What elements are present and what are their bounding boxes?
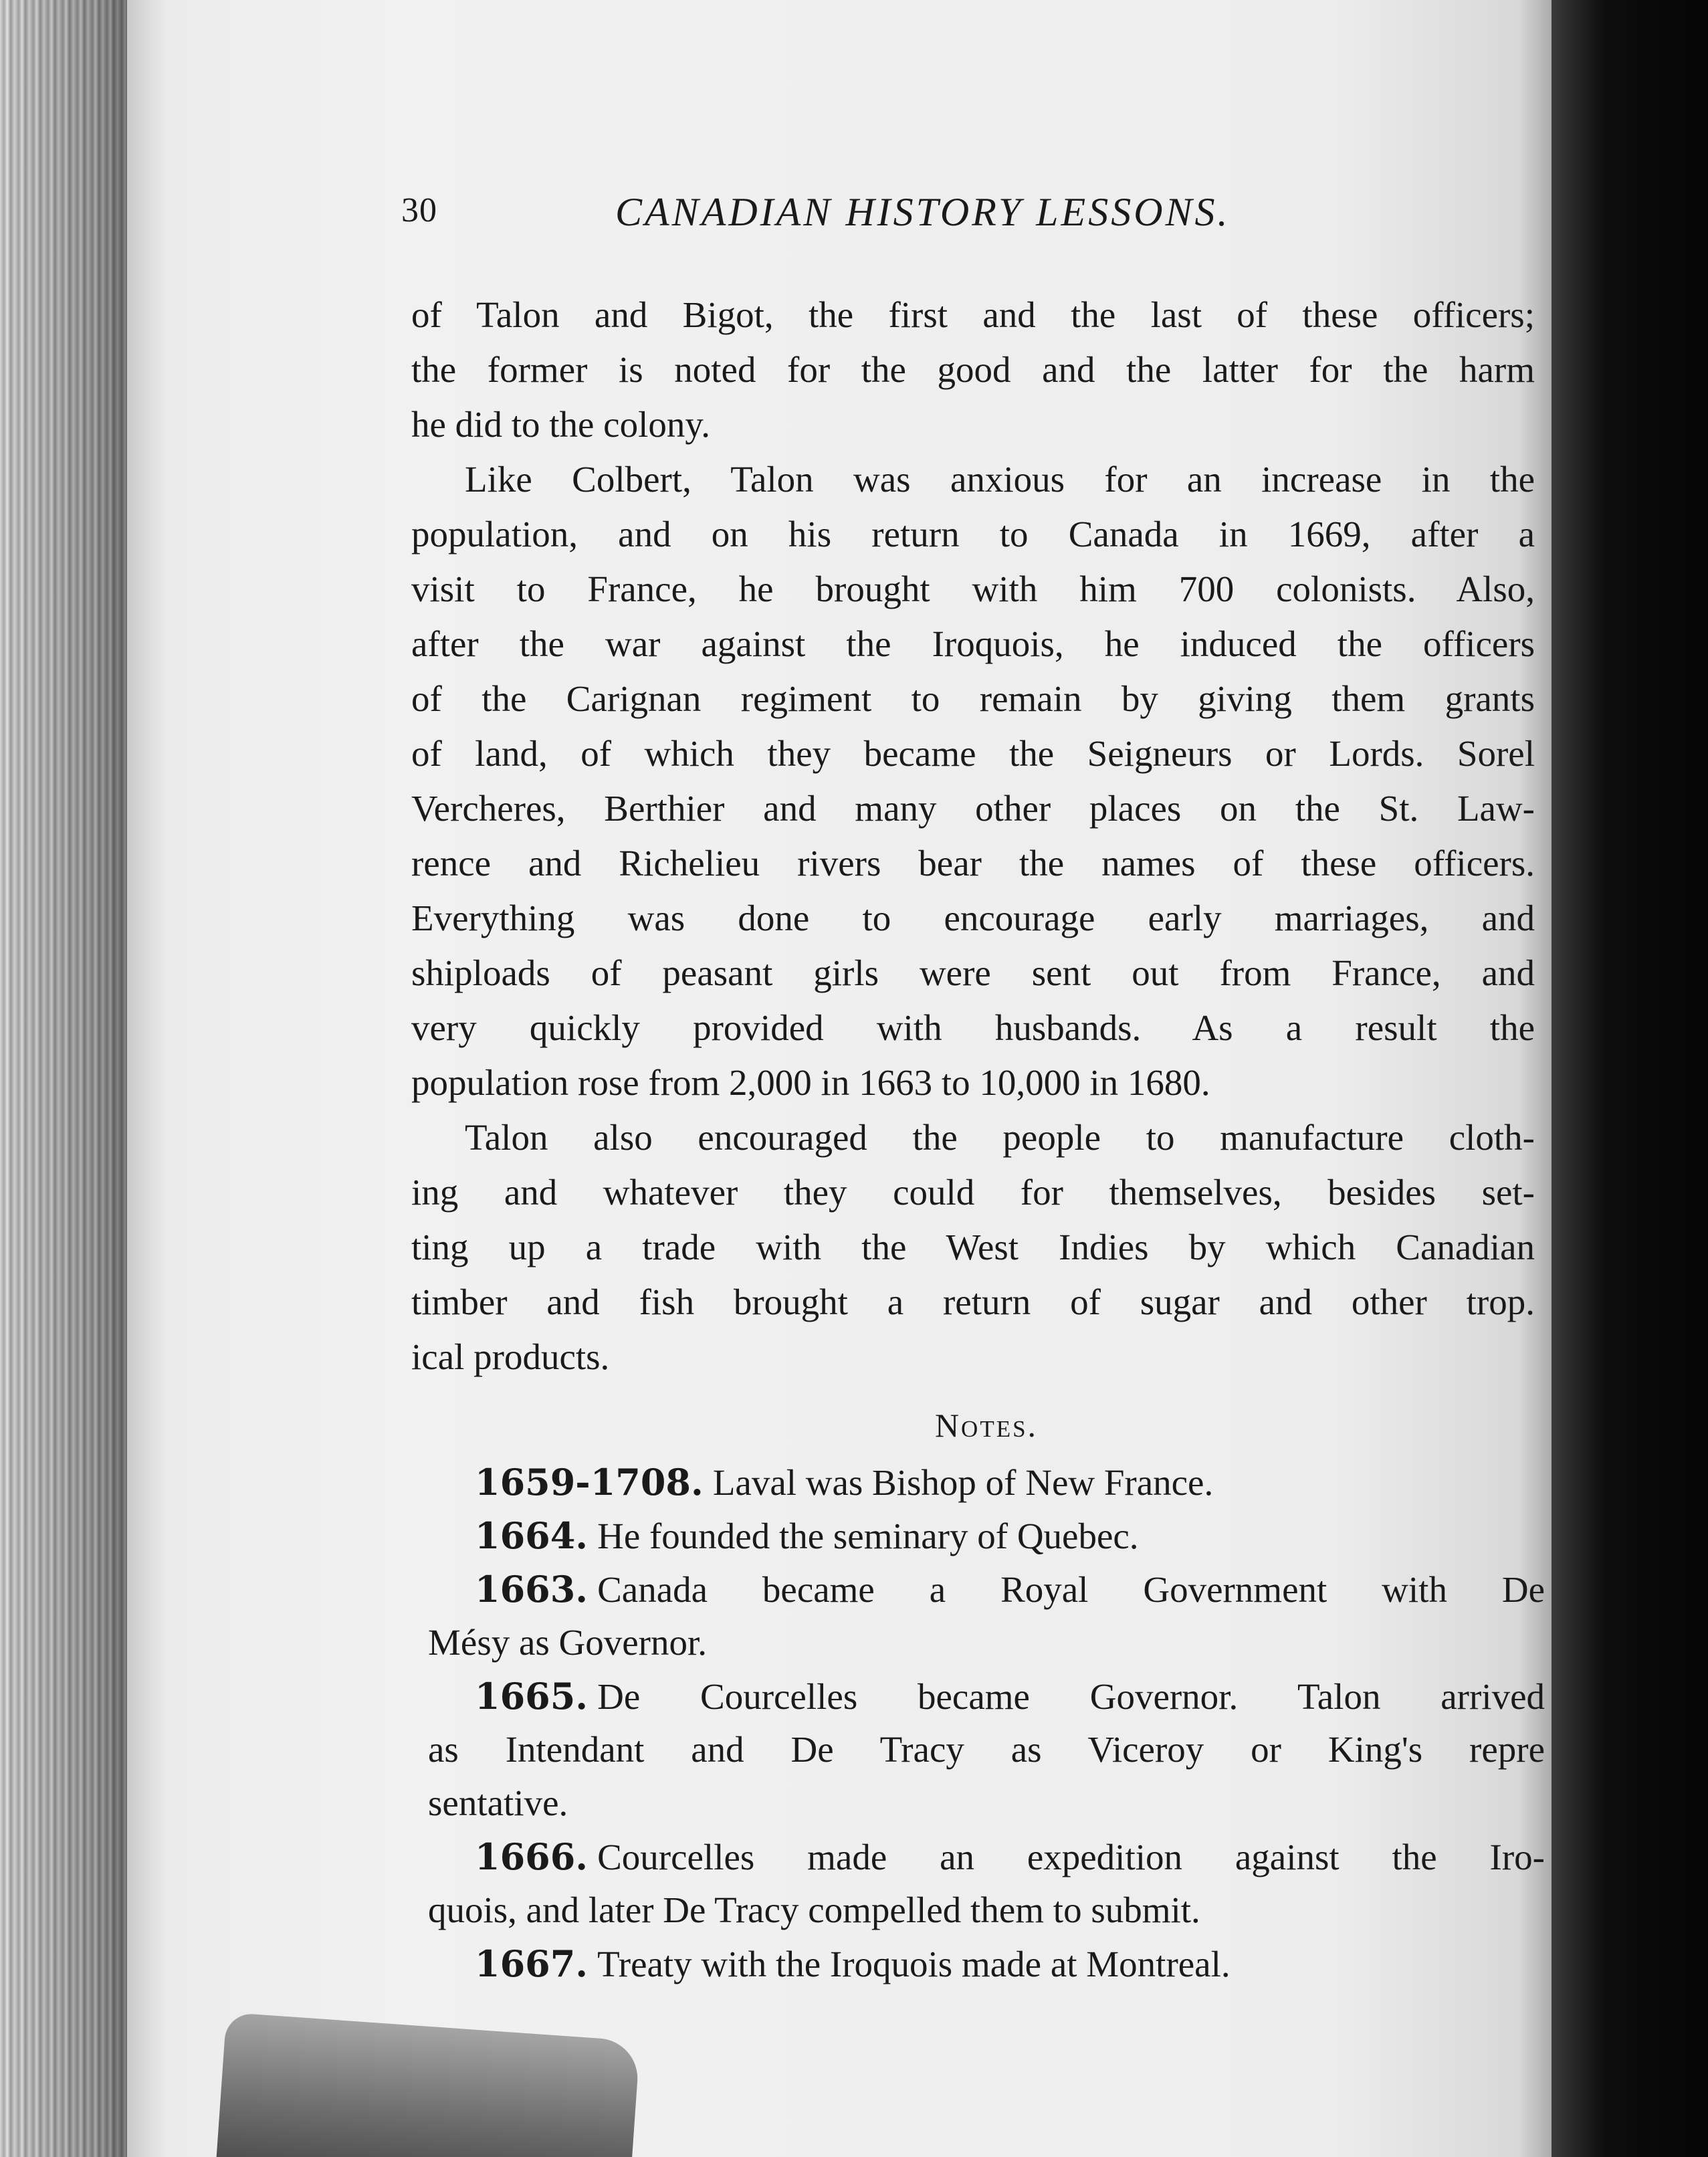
note-line: as Intendant and De Tracy as Viceroy or King's repre (428, 1729, 1545, 1770)
note-year: 1665. (475, 1675, 589, 1718)
note-item (428, 1830, 1545, 1937)
body-line: ing and whatever they could for themselves, besides set- (411, 1172, 1535, 1213)
note-item (428, 1455, 1545, 1509)
body-line: of the Carignan regiment to remain by giving them grants (411, 678, 1535, 719)
body-line: the former is noted for the good and the latter for the harm (411, 349, 1535, 390)
note-text: He founded the seminary of Quebec. (597, 1516, 1139, 1556)
note-item (428, 1509, 1545, 1562)
note-item (428, 1937, 1545, 1990)
body-line: population rose from 2,000 in 1663 to 10,000 in 1680. (411, 1062, 1210, 1103)
note-item (428, 1562, 1545, 1669)
body-line: timber and fish brought a return of sugar and other trop. (411, 1281, 1535, 1322)
note-line (428, 1455, 1545, 1509)
note-text: Laval was Bishop of New France. (712, 1462, 1214, 1503)
body-line: he did to the colony. (411, 404, 711, 445)
page-header (401, 191, 1338, 251)
body-line: very quickly provided with husbands. As a result the (411, 1007, 1535, 1048)
page-number: 30 (401, 191, 437, 229)
body-text (411, 288, 1535, 1384)
note-line: sentative. (428, 1782, 568, 1823)
note-year: 1667. (475, 1942, 589, 1985)
note-line: Mésy as Governor. (428, 1622, 708, 1663)
body-line: Vercheres, Berthier and many other places on the St. Law- (411, 788, 1535, 829)
note-text: De Courcelles became Governor. Talon arrived (597, 1676, 1545, 1717)
body-line: rence and Richelieu rivers bear the names of these officers. (411, 843, 1535, 884)
note-text: Treaty with the Iroquois made at Montreal. (597, 1944, 1231, 1984)
notes-section (428, 1391, 1545, 1990)
note-year: 1664. (475, 1514, 589, 1557)
note-line (428, 1830, 1545, 1883)
note-line (428, 1509, 1545, 1562)
note-year: 1666. (475, 1835, 589, 1878)
note-line: quois, and later De Tracy compelled them to submit. (428, 1889, 1200, 1930)
body-line: shiploads of peasant girls were sent out from France, and (411, 952, 1535, 993)
note-year: 1663. (475, 1568, 589, 1611)
body-line: of Talon and Bigot, the first and the last of these officers; (411, 294, 1535, 335)
body-line: Like Colbert, Talon was anxious for an increase in the (465, 459, 1535, 500)
note-year: 1659-1708. (475, 1461, 704, 1504)
body-line: Everything was done to encourage early marriages, and (411, 898, 1535, 938)
page-edges (0, 0, 144, 2157)
note-line (428, 1669, 1545, 1723)
body-line: after the war against the Iroquois, he induced the officers (411, 623, 1535, 664)
notes-heading: Notes. (934, 1407, 1039, 1444)
note-line (428, 1562, 1545, 1616)
body-line: visit to France, he brought with him 700 colonists. Also, (411, 569, 1535, 609)
body-line: ical products. (411, 1336, 610, 1377)
body-line: ting up a trade with the West Indies by which Canadian (411, 1227, 1535, 1267)
body-line: Talon also encouraged the people to manufacture cloth- (465, 1117, 1535, 1158)
note-text: Courcelles made an expedition against the Iro- (597, 1837, 1545, 1877)
note-line (428, 1937, 1545, 1990)
book-binding (1552, 0, 1708, 2157)
body-line: population, and on his return to Canada in 1669, after a (411, 514, 1535, 554)
body-line: of land, of which they became the Seigneurs or Lords. Sorel (411, 733, 1535, 774)
note-text: Canada became a Royal Government with De (597, 1569, 1545, 1610)
running-title: CANADIAN HISTORY LESSONS. (615, 190, 1231, 234)
note-item (428, 1669, 1545, 1830)
